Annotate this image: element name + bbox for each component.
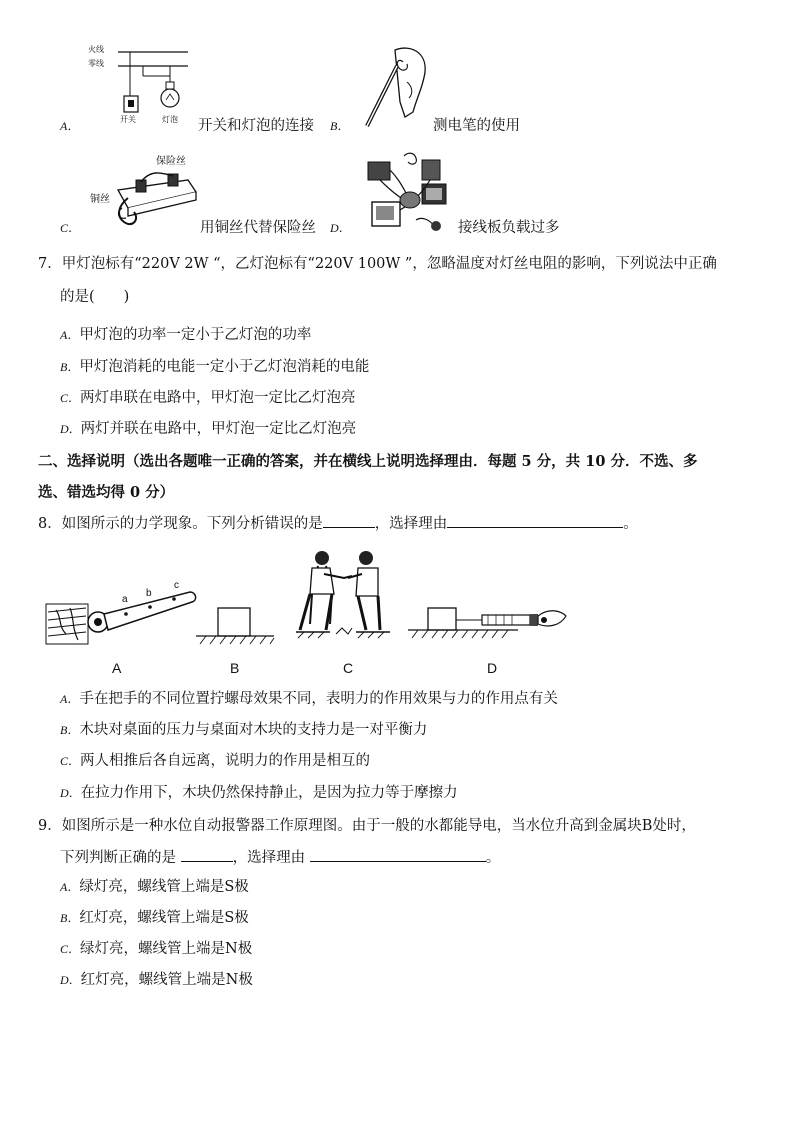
q8-option-a-text: 手在把手的不同位置拧螺母效果不同，表明力的作用效果与力的作用点有关 (79, 691, 558, 707)
q8-figure-d-spring (408, 602, 568, 644)
q8-figure-c-people (296, 548, 400, 644)
q6-option-b-text: 测电笔的使用 (433, 118, 520, 134)
q9-option-c-text: 绿灯亮，螺线管上端是N极 (80, 941, 253, 957)
q9-stem-b: ，选择理由 (232, 850, 306, 866)
live-wire-label: 火线 (88, 45, 104, 54)
q7-option-c-text: 两灯串联在电路中，甲灯泡一定比乙灯泡亮 (80, 390, 356, 406)
q9-option-d: D．红灯亮，螺线管上端是N极 (60, 972, 253, 988)
q7-option-a: A．甲灯泡的功率一定小于乙灯泡的功率 (60, 327, 312, 343)
q8-option-c: C．两人相推后各自远离，说明力的作用是相互的 (60, 753, 371, 769)
copper-label: 铜丝 (90, 194, 110, 205)
q7-stem-line2: 的是( ) (60, 289, 130, 305)
q8-fig-label-c: C (343, 660, 354, 676)
q8-fig-label-b: B (230, 660, 240, 676)
wrench-point-b: b (146, 588, 152, 599)
q7-stem-line1: 7．甲灯泡标有“220V 2W “，乙灯泡标有“220V 100W ”，忽略温度对灯丝电阻的影响，下列说法中正确 (38, 256, 717, 272)
q8-answer-blank[interactable] (323, 513, 375, 528)
q6-figure-b (355, 42, 435, 132)
q6-option-a-text: 开关和灯泡的连接 (198, 118, 314, 134)
neutral-wire-label: 零线 (88, 59, 104, 68)
q9-stem-line2 (60, 847, 500, 868)
q9-option-d-text: 红灯亮，螺线管上端是N极 (80, 972, 253, 988)
q8-option-d-text: 在拉力作用下，木块仍然保持静止，是因为拉力等于摩擦力 (80, 785, 458, 801)
q8-option-b: B．木块对桌面的压力与桌面对木块的支持力是一对平衡力 (60, 722, 428, 738)
q9-option-b-text: 红灯亮，螺线管上端是S极 (79, 910, 249, 926)
q9-option-b: B．红灯亮，螺线管上端是S极 (60, 910, 249, 926)
q7-option-d: D．两灯并联在电路中，甲灯泡一定比乙灯泡亮 (60, 421, 357, 437)
q8-stem-b: ，选择理由 (374, 516, 448, 532)
q7-option-d-text: 两灯并联在电路中，甲灯泡一定比乙灯泡亮 (80, 421, 357, 437)
wrench-point-c: c (174, 580, 179, 591)
section2-heading-line2: 选、错选均得 0 分） (38, 484, 175, 501)
q9-option-a-text: 绿灯亮，螺线管上端是S极 (79, 879, 249, 895)
q6-option-c-text: 用铜丝代替保险丝 (200, 220, 316, 236)
q6-option-c: C． (60, 221, 81, 235)
q9-option-a: A．绿灯亮，螺线管上端是S极 (60, 879, 249, 895)
q9-option-c: C．绿灯亮，螺线管上端是N极 (60, 941, 253, 957)
q8-figure-a-wrench (46, 582, 196, 652)
q9-stem-c: 。 (485, 850, 501, 866)
q7-option-c: C．两灯串联在电路中，甲灯泡一定比乙灯泡亮 (60, 390, 356, 406)
wrench-point-a: a (122, 594, 128, 605)
q8-option-b-text: 木块对桌面的压力与桌面对木块的支持力是一对平衡力 (79, 722, 428, 738)
q9-answer-blank[interactable] (181, 847, 233, 862)
q9-stem-line1: 9．如图所示是一种水位自动报警器工作原理图。由于一般的水都能导电，当水位升高到金属块B处时， (38, 818, 696, 834)
q8-fig-label-d: D (487, 660, 498, 676)
q9-stem-a: 下列判断正确的是 (60, 850, 176, 866)
q8-stem-c: 。 (623, 516, 638, 532)
q6-figure-c (88, 150, 198, 238)
q6-figure-d (360, 150, 458, 238)
q9-reason-blank[interactable] (310, 847, 486, 862)
q6-option-d-text: 接线板负载过多 (458, 220, 560, 236)
q6-option-a: A． (60, 119, 80, 133)
q8-fig-label-a: A (112, 660, 122, 676)
section2-heading-line1: 二、选择说明（选出各题唯一正确的答案，并在横线上说明选择理由．每题 5 分，共 10 分．不选、多 (38, 453, 698, 470)
q8-option-d: D．在拉力作用下，木块仍然保持静止，是因为拉力等于摩擦力 (60, 785, 458, 801)
q6-figure-a (88, 42, 188, 130)
q6-option-d: D． (330, 221, 351, 235)
q7-option-b: B．甲灯泡消耗的电能一定小于乙灯泡消耗的电能 (60, 359, 370, 375)
fuse-label: 保险丝 (156, 156, 186, 167)
q7-option-b-text: 甲灯泡消耗的电能一定小于乙灯泡消耗的电能 (79, 359, 370, 375)
q7-option-a-text: 甲灯泡的功率一定小于乙灯泡的功率 (79, 327, 312, 343)
q8-option-a: A．手在把手的不同位置拧螺母效果不同，表明力的作用效果与力的作用点有关 (60, 691, 558, 707)
q8-reason-blank[interactable] (447, 513, 623, 528)
q8-figure-b-block (196, 600, 274, 645)
bulb-label: 灯泡 (162, 115, 178, 124)
q6-option-b: B． (330, 119, 350, 133)
q8-option-c-text: 两人相推后各自远离，说明力的作用是相互的 (80, 753, 371, 769)
q8-stem-a: 8．如图所示的力学现象。下列分析错误的是 (38, 516, 323, 532)
q8-stem (38, 513, 638, 534)
switch-label: 开关 (120, 115, 136, 124)
